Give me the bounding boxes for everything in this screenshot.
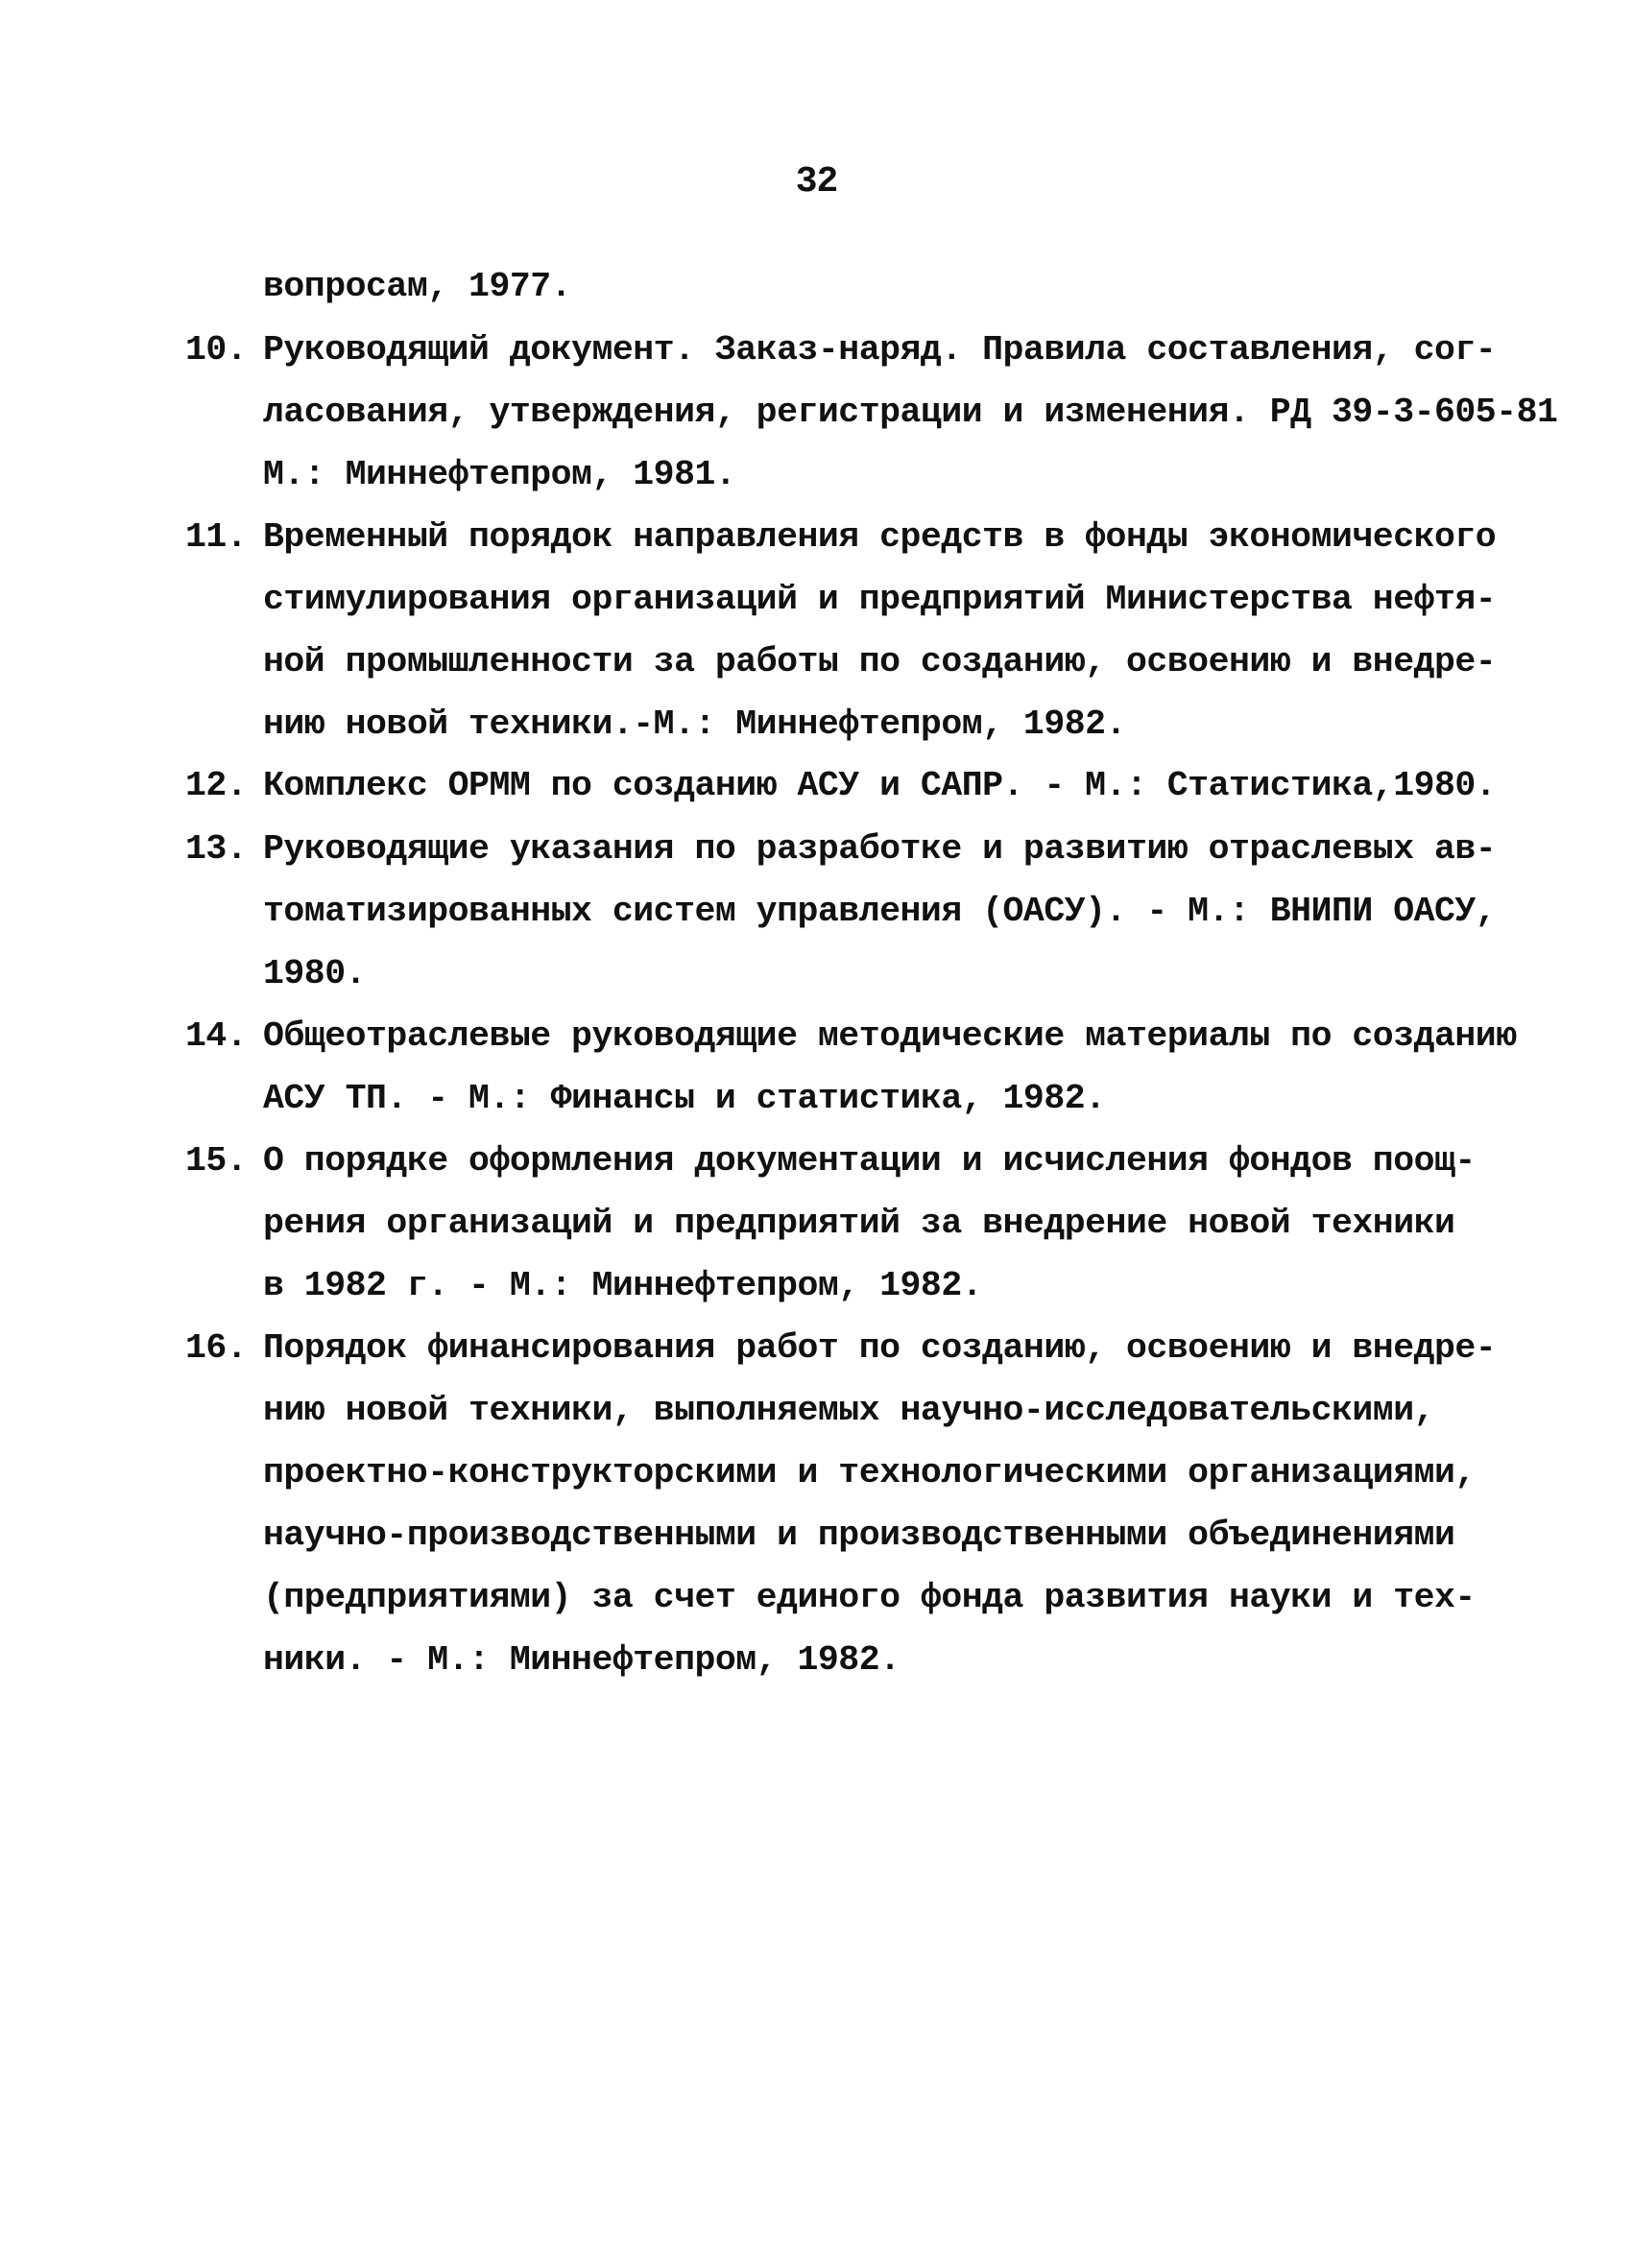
entry-line: в 1982 г. - М.: Миннефтепром, 1982. (263, 1266, 983, 1305)
entry-line: Руководящие указания по разработке и развитию отраслевых ав- (263, 829, 1497, 869)
page-number: 32 (795, 161, 838, 203)
entry-line: (предприятиями) за счет единого фонда развития науки и тех- (263, 1578, 1476, 1617)
entry-number: 11. (185, 517, 248, 557)
entry-line: нию новой техники.-М.: Миннефтепром, 1982. (263, 704, 1126, 744)
entry-line: Порядок финансирования работ по созданию, освоению и внедре- (263, 1328, 1497, 1368)
entry-line: ники. - М.: Миннефтепром, 1982. (263, 1640, 901, 1680)
entry-number: 10. (185, 330, 248, 370)
entry-line: вопросам, 1977. (263, 267, 572, 306)
entry-line: ной промышленности за работы по созданию, освоению и внедре- (263, 642, 1497, 681)
entry-line: Временный порядок направления средств в фонды экономического (263, 517, 1497, 557)
entry-line: О порядке оформления документации и исчисления фондов поощ- (263, 1141, 1476, 1181)
entry-line: Руководящий документ. Заказ-наряд. Правила составления, сог- (263, 330, 1497, 370)
entry-line: стимулирования организаций и предприятий Министерства нефтя- (263, 580, 1497, 619)
entry-line: проектно-конструкторскими и технологическими организациями, (263, 1453, 1476, 1492)
entry-number: 15. (185, 1141, 248, 1181)
entry-line: ласования, утверждения, регистрации и изменения. РД 39-3-605-81 (263, 393, 1558, 432)
entry-line: нию новой техники, выполняемых научно-исследовательскими, (263, 1391, 1435, 1430)
entry-line: 1980. (263, 954, 367, 993)
entry-number: 16. (185, 1328, 248, 1368)
entry-line: рения организаций и предприятий за внедрение новой техники (263, 1204, 1455, 1243)
entry-number: 13. (185, 829, 248, 869)
entry-line: томатизированных систем управления (ОАСУ). - М.: ВНИПИ ОАСУ, (263, 892, 1497, 931)
entry-line: научно-производственными и производственными объединениями (263, 1516, 1455, 1555)
entry-number: 12. (185, 766, 248, 805)
entry-line: Общеотраслевые руководящие методические материалы по созданию (263, 1016, 1517, 1056)
entry-line: Комплекс ОРММ по созданию АСУ и САПР. - М.: Статистика,1980. (263, 766, 1497, 805)
entry-number: 14. (185, 1016, 248, 1056)
entry-line: М.: Миннефтепром, 1981. (263, 455, 736, 494)
entry-line: АСУ ТП. - М.: Финансы и статистика, 1982. (263, 1079, 1106, 1118)
